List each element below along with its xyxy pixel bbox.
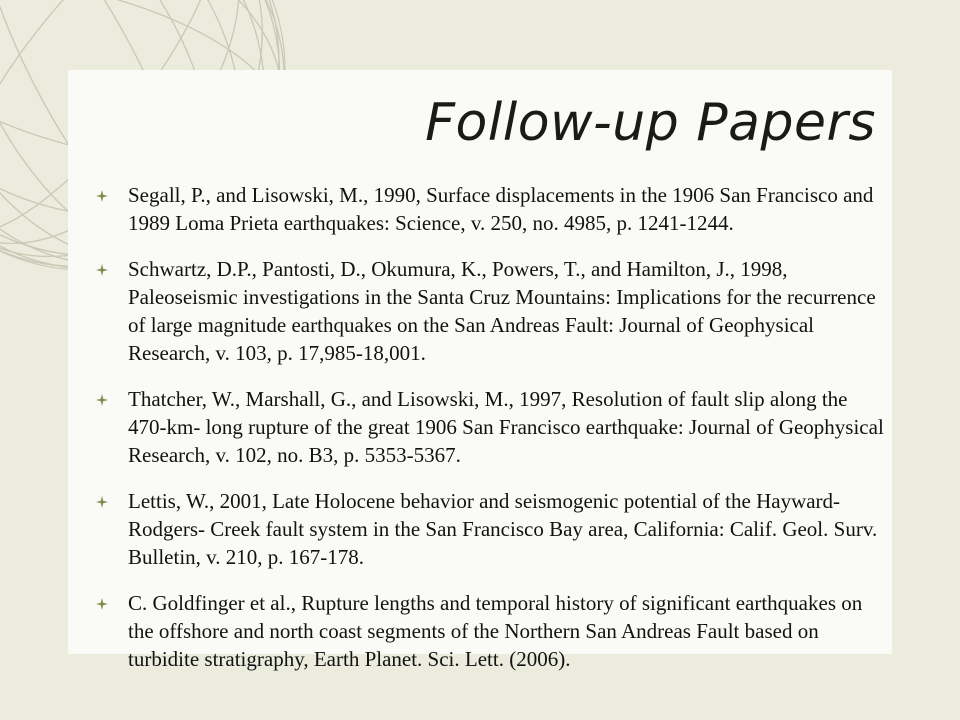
reference-text: Lettis, W., 2001, Late Holocene behavior and seismogenic potential of the Hayward-Rodgers- Creek fault system in the San Francisco Bay area, California: Calif. Geol. Surv. Bulletin, v. 210, p. 167-178. bbox=[128, 489, 878, 569]
four-point-star-icon bbox=[96, 496, 108, 508]
reference-text: Schwartz, D.P., Pantosti, D., Okumura, K., Powers, T., and Hamilton, J., 1998, Paleoseismic investigations in the Santa Cruz Mountains: Implications for the recurrence of large magnitude earthquakes on the San Andreas Fault: Journal of Geophysical Research, v. 103, p. 17,985-18,001. bbox=[128, 257, 876, 365]
slide-title: Follow-up Papers bbox=[425, 93, 876, 153]
reference-text: Thatcher, W., Marshall, G., and Lisowski, M., 1997, Resolution of fault slip along the 470-km- long rupture of the great 1906 San Francisco earthquake: Journal of Geophysical Research, v. 102, no. B3, p. 5353-5367. bbox=[128, 387, 884, 467]
four-point-star-icon bbox=[96, 394, 108, 406]
reference-item bbox=[96, 181, 888, 237]
reference-text: C. Goldfinger et al., Rupture lengths and temporal history of significant earthquakes on the offshore and north coast segments of the Northern San Andreas Fault based on turbidite stratigraphy, Earth Planet. Sci. Lett. (2006). bbox=[128, 591, 863, 671]
four-point-star-icon bbox=[96, 190, 108, 202]
reference-item bbox=[96, 255, 888, 367]
four-point-star-icon bbox=[96, 264, 108, 276]
reference-item bbox=[96, 589, 888, 673]
four-point-star-icon bbox=[96, 598, 108, 610]
reference-item bbox=[96, 487, 888, 571]
reference-list bbox=[96, 181, 888, 691]
reference-text: Segall, P., and Lisowski, M., 1990, Surface displacements in the 1906 San Francisco and 1989 Loma Prieta earthquakes: Science, v. 250, no. 4985, p. 1241-1244. bbox=[128, 183, 874, 235]
reference-item bbox=[96, 385, 888, 469]
